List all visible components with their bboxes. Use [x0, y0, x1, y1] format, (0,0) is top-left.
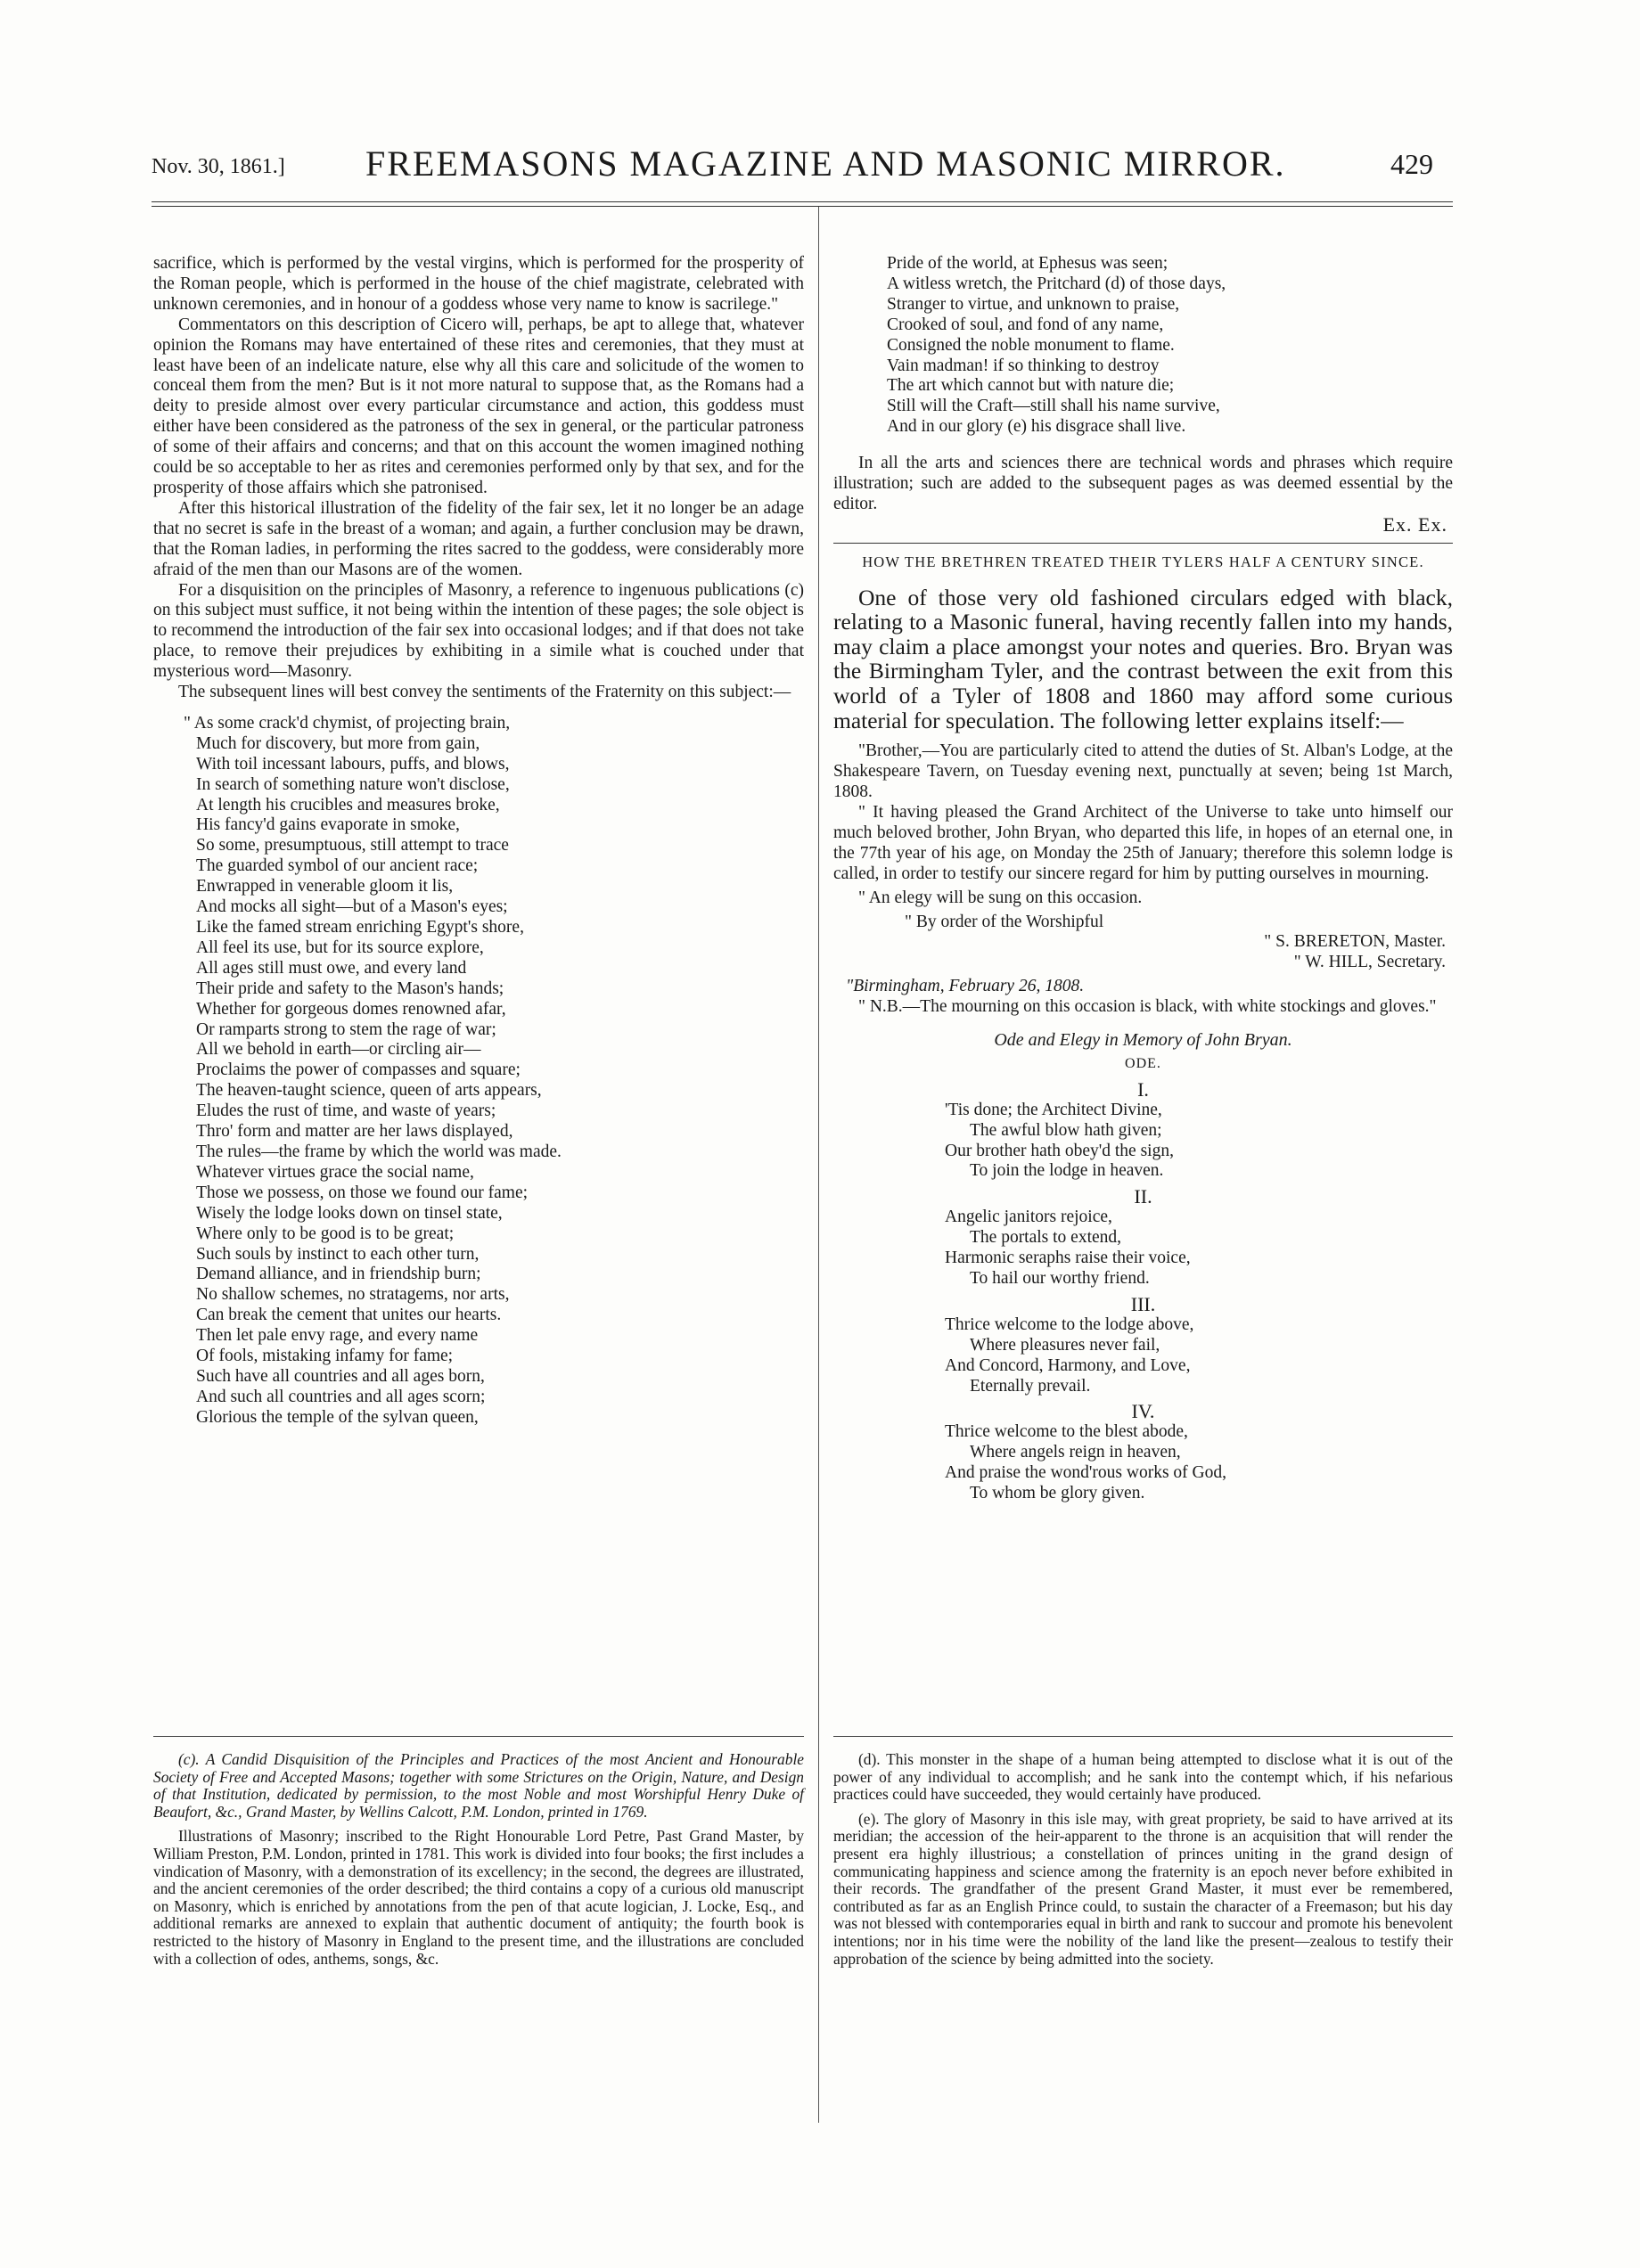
poem-line: All ages still must owe, and every land — [196, 958, 467, 978]
footnote-rule-right — [833, 1736, 1453, 1737]
poem-line: Wisely the lodge looks down on tinsel state, — [196, 1203, 503, 1223]
stanza-line: 'Tis done; the Architect Divine, — [945, 1100, 1162, 1119]
signature-ex-ex: Ex. Ex. — [1382, 512, 1447, 536]
right-column — [833, 254, 1453, 1504]
stanza — [833, 1208, 1453, 1290]
poem-line: Enwrapped in venerable gloom it lis, — [196, 877, 454, 897]
stanza-line: Where angels reign in heaven, — [970, 1443, 1181, 1462]
header-rule-top — [152, 201, 1453, 202]
poem-line: At length his crucibles and measures broke, — [196, 795, 500, 815]
paragraph: Commentators on this description of Cicero will, perhaps, be apt to allege that, whatever opinion the Romans may have entertained of these rites and ceremonies, that they must at least have been of an indelicate nature, else why all this care and solicitude of the women to conceal them from the men? But is it not more natural to suppose that, as the Romans had a deity to preside almost over every particular circumstance and action, this goddess must either have been considered as the patroness of the sex in general, or the particular patroness of some of their affairs and concerns; and that on this account the women imagined nothing could be so acceptable to her as rites and ceremonies performed only by that sex, and for the prosperity of those affairs which she patronised. — [153, 315, 804, 497]
poem-line: And such all countries and all ages scorn; — [196, 1387, 486, 1406]
footnotes-left — [153, 1751, 804, 1975]
footnote-rule-left — [153, 1736, 804, 1737]
footnotes-right — [833, 1751, 1453, 1975]
stanza-line: To hail our worthy friend. — [970, 1269, 1150, 1288]
stanza-line: Thrice welcome to the lodge above, — [945, 1314, 1194, 1334]
paragraph: sacrifice, which is performed by the vestal virgins, which is performed for the prosperity of the Roman people, which is performed in the house of the chief magistrate, celebrated with unknown ceremonies, and in honour of a goddess whose very name to know is sacrilege." — [153, 254, 804, 314]
signature-master: " S. BRERETON, Master. — [1264, 932, 1446, 952]
stanza-line: Our brother hath obey'd the sign, — [945, 1141, 1174, 1160]
letter-paragraph: " An elegy will be sung on this occasion. — [858, 888, 1143, 907]
poem-line: Much for discovery, but more from gain, — [196, 733, 480, 753]
stanza-line: And praise the wond'rous works of God, — [945, 1463, 1227, 1483]
poem-line: The heaven-taught science, queen of arts appears, — [196, 1081, 542, 1101]
poem-line: Thro' form and matter are her laws displayed, — [196, 1122, 513, 1142]
stanza-line: Eternally prevail. — [970, 1376, 1091, 1396]
poem-line: Whether for gorgeous domes renowned afar, — [196, 999, 506, 1019]
poem-line: Stranger to virtue, and unknown to praise, — [887, 294, 1180, 314]
article-intro: One of those very old fashioned circulars edged with black, relating to a Masonic funeral, having recently fallen into my hands, may claim a place amongst your notes and queries. Bro. Bryan was the Birmingham Tyler, and the contrast between the exit from this world of a Tyler of 1808 and 1860 may afford some curious material for speculation. The following letter explains itself:— — [833, 584, 1453, 733]
magazine-title: FREEMASONS MAGAZINE AND MASONIC MIRROR. — [365, 143, 1286, 184]
poem-line: Still will the Craft—still shall his name survive, — [887, 397, 1220, 416]
poem-line: Whatever virtues grace the social name, — [196, 1162, 474, 1182]
letter-note: " N.B.—The mourning on this occasion is black, with white stockings and gloves." — [858, 997, 1437, 1017]
poem-line: So some, presumptuous, still attempt to trace — [196, 836, 509, 856]
poem-line: Such souls by instinct to each other turn, — [196, 1244, 480, 1264]
poem-line: Can break the cement that unites our hearts. — [196, 1306, 502, 1325]
paragraph: After this historical illustration of the fidelity of the fair sex, let it no longer be an adage that no secret is safe in the breast of a woman; and again, a further conclusion may be drawn, that the Roman ladies, in performing the rites sacred to the goddess, were considerably more afraid of the men than our Masons are of the women. — [153, 498, 804, 579]
stanza-line: And Concord, Harmony, and Love, — [945, 1355, 1191, 1375]
stanza — [833, 1101, 1453, 1183]
poem-line: And mocks all sight—but of a Mason's eyes; — [196, 897, 508, 917]
poem-line: No shallow schemes, no stratagems, nor arts, — [196, 1285, 510, 1305]
paragraph: For a disquisition on the principles of Masonry, a reference to ingenuous publications (c) on this subject must suffice, it not being within the intention of these pages; the sole object is to recommend the introduction of the fair sex into occasional lodges; and if that does not take place, to remove their prejudices by exhibiting in a simile what is couched under that mysterious word—Masonry. — [153, 580, 804, 682]
poem-line: His fancy'd gains evaporate in smoke, — [196, 815, 460, 835]
stanza-line: Thrice welcome to the blest abode, — [945, 1422, 1188, 1442]
poem-line: Demand alliance, and in friendship burn; — [196, 1265, 481, 1284]
poem-line: Pride of the world, at Ephesus was seen; — [887, 254, 1168, 273]
stanza-line: The awful blow hath given; — [970, 1120, 1162, 1140]
poem-line: And in our glory (e) his disgrace shall live. — [887, 417, 1186, 437]
footnote-c-continued: Illustrations of Masonry; inscribed to the Right Honourable Lord Petre, Past Grand Master, by William Preston, P.M. London, printed in 1781. This work is divided into four books; the first includes a vindication of Masonry, with a demonstration of its excellency; in the second, the degrees are illustrated, and the ancient ceremonies of the order described; the third contains a copy of a curious old manuscript on Masonry, which is enriched by annotations from the pen of that acute logician, J. Locke, Esq., and additional remarks are annexed to explain that authentic document of antiquity; the fourth book is restricted to the history of Masonry in England to the present time, and the illustrations are concluded with a collection of odes, anthems, songs, &c. — [153, 1827, 804, 1968]
poem-line: With toil incessant labours, puffs, and blows, — [196, 754, 510, 774]
paragraph: The subsequent lines will best convey the sentiments of the Fraternity on this subject:— — [178, 683, 791, 702]
poem-line: A witless wretch, the Pritchard (d) of those days, — [887, 274, 1226, 293]
poem-line: Their pride and safety to the Mason's hands; — [196, 978, 504, 998]
page-header — [152, 132, 1444, 185]
stanza — [833, 1315, 1453, 1397]
poem-line: Such have all countries and all ages born, — [196, 1366, 485, 1386]
footnote-e: (e). The glory of Masonry in this isle may, with great propriety, be said to have arrived at its meridian; the accession of the heir-apparent to the throne is an acquisition that will render the present era highly illustrious; a constellation of princes uniting in the grand design of communicating happiness and science among the fraternity is an epoch never before exhibited in their records. The grandfather of the present Grand Master, it must ever be remembered, contributed as far as an English Prince could, to sustain the character of a Freemason; but his day was not blessed with contemporaries equal in birth and rank to succour and promote his benevolent intentions; nor in his time were the nobility of the land like the present—zealous to testify their approbation of the science by being admitted into the society. — [833, 1809, 1453, 1968]
stanza-line: To whom be glory given. — [970, 1484, 1145, 1503]
issue-date: Nov. 30, 1861.] — [152, 155, 285, 178]
poem-line: The art which cannot but with nature die; — [887, 376, 1175, 396]
poem-line: Consigned the noble monument to flame. — [887, 335, 1175, 355]
poem-continuation — [833, 254, 1453, 438]
stanza-line: Harmonic seraphs raise their voice, — [945, 1249, 1191, 1268]
stanza-number: I. — [1137, 1077, 1149, 1101]
header-rule-bottom — [152, 206, 1453, 207]
ode-title: Ode and Elegy in Memory of John Bryan. — [994, 1030, 1292, 1051]
poem-line: " As some crack'd chymist, of projecting brain, — [184, 713, 511, 733]
poem-line: Vain madman! if so thinking to destroy — [887, 356, 1160, 375]
poem-line: The rules—the frame by which the world was made. — [196, 1142, 562, 1161]
left-column — [153, 254, 804, 1429]
poem-line: Like the famed stream enriching Egypt's shore, — [196, 918, 524, 937]
poem-line: Where only to be good is to be great; — [196, 1224, 455, 1243]
ode-label: ODE. — [1125, 1055, 1161, 1071]
stanza-line: To join the lodge in heaven. — [970, 1161, 1164, 1181]
article-title: HOW THE BRETHREN TREATED THEIR TYLERS HALF A CENTURY SINCE. — [862, 553, 1424, 570]
poem-line: Eludes the rust of time, and waste of years; — [196, 1101, 496, 1121]
page-number: 429 — [1390, 148, 1433, 180]
letter-paragraph: "Brother,—You are particularly cited to attend the duties of St. Alban's Lodge, at the Shakespeare Tavern, on Tuesday evening next, punctually at seven; being 1st March, 1808. — [833, 741, 1453, 802]
poem-line: Then let pale envy rage, and every name — [196, 1326, 479, 1346]
poem-line: Those we possess, on those we found our fame; — [196, 1183, 529, 1202]
stanza-line: Where pleasures never fail, — [970, 1335, 1160, 1355]
poem — [153, 714, 804, 1429]
footnote-c: (c). A Candid Disquisition of the Principles and Practices of the most Ancient and Honourable Society of Free and Accepted Masons; together with some Strictures on the Origin, Nature, and Design of that Institution, dedicated by permission, to the most Noble and most Worshipful Henry Duke of Beaufort, &c., Grand Master, by Wellins Calcott, P.M. London, printed in 1769. — [153, 1750, 804, 1821]
letter-paragraph: " It having pleased the Grand Architect of the Universe to take unto himself our much beloved brother, John Bryan, who departed this life, in hopes of an eternal one, in the 77th year of his age, on Monday the 25th of January; therefore this solemn lodge is called, in order to testify our sincere regard for him by putting ourselves in mourning. — [833, 802, 1453, 883]
letter-order: " By order of the Worshipful — [905, 912, 1104, 931]
stanza-line: The portals to extend, — [970, 1228, 1122, 1248]
poem-line: The guarded symbol of our ancient race; — [196, 856, 479, 876]
poem-line: Proclaims the power of compasses and square; — [196, 1060, 521, 1080]
poem-line: Or ramparts strong to stem the rage of war; — [196, 1019, 496, 1039]
poem-line: Glorious the temple of the sylvan queen, — [196, 1407, 479, 1427]
section-rule — [833, 543, 1453, 544]
signature-secretary: " W. HILL, Secretary. — [1293, 953, 1446, 972]
footnote-d: (d). This monster in the shape of a human being attempted to disclose what it is out of the power of any individual to accomplish; and he sank into the contempt which, if his nefarious practices could have succeeded, they would certainly have produced. — [833, 1750, 1453, 1804]
stanza-line: Angelic janitors rejoice, — [945, 1208, 1112, 1227]
poem-line: All we behold in earth—or circling air— — [196, 1040, 481, 1060]
stanza-number: II. — [1134, 1185, 1152, 1208]
stanza — [833, 1422, 1453, 1504]
stanza-number: III. — [1130, 1292, 1156, 1315]
poem-line: In search of something nature won't disclose, — [196, 774, 510, 794]
poem-line: Of fools, mistaking infamy for fame; — [196, 1347, 454, 1366]
column-divider — [818, 207, 819, 2123]
paragraph: In all the arts and sciences there are technical words and phrases which require illustration; such are added to the subsequent pages as was deemed essential by the editor. — [833, 454, 1453, 513]
letter-place-date: "Birmingham, February 26, 1808. — [846, 977, 1085, 996]
poem-line: Crooked of soul, and fond of any name, — [887, 315, 1164, 334]
poem-line: All feel its use, but for its source explore, — [196, 937, 484, 957]
stanza-number: IV. — [1131, 1400, 1155, 1423]
